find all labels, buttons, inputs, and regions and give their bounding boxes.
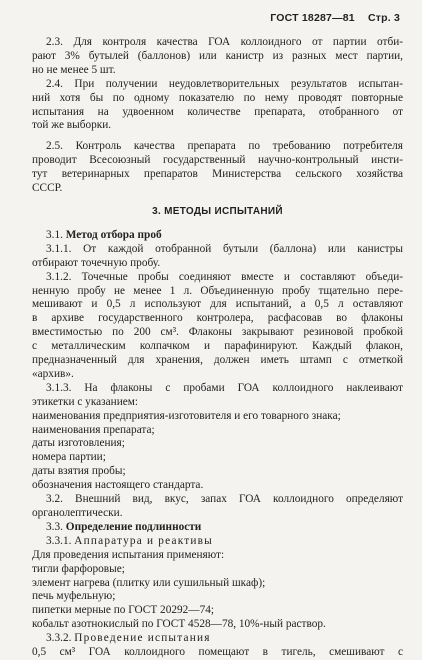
subsection-number: 3.3. <box>46 520 63 533</box>
text-line: 3.1.2. Точечные пробы соединяют вместе и составляют объеди- <box>46 270 403 283</box>
subsection-3-3-2-heading <box>32 632 403 646</box>
subsection-number: 3.1. <box>46 228 63 241</box>
text-line: 3.1.1. От каждой отобранной бутыли (баллона) или канистры <box>46 242 403 255</box>
subsection-title: Аппаратура и реактивы <box>74 534 213 547</box>
paragraph-3-1-3 <box>32 382 403 410</box>
subsection-3-3-1-heading <box>32 535 403 549</box>
subsection-title: Определение подлинности <box>65 520 202 533</box>
text-line: 3.2. Внешний вид, вкус, запах ГОА коллоидного определяют <box>46 493 403 506</box>
page-number: Стр. 3 <box>367 12 400 24</box>
text-line: СССР. <box>32 182 63 195</box>
list-item: наименования препарата; <box>32 423 155 436</box>
text-line: 2.5. Контроль качества препарата по требованию потребителя <box>46 140 403 153</box>
section-heading: 3. МЕТОДЫ ИСПЫТАНИЙ <box>152 205 283 217</box>
text-line: вместимостью по 200 см³. Флаконы закрывают резиновой пробкой <box>32 326 403 339</box>
paragraph-3-3-2: 0,5 см³ ГОА коллоидного помещают в тигель, смешивают с <box>32 646 403 659</box>
paragraph-3-2 <box>32 493 403 521</box>
text-line: с металлическим колпачком и парафинируют. Каждый флакон, <box>32 340 403 353</box>
text-line: мешивают и 0,5 л используют для испытаний, а 0,5 л оставляют <box>32 298 403 311</box>
subsection-3-1-heading <box>32 229 403 243</box>
text-line: той же выборки. <box>32 119 112 132</box>
list-item: даты изготовления; <box>32 437 125 450</box>
subsection-number: 3.3.2. <box>46 632 72 645</box>
text-line: 2.3. Для контроля качества ГОА коллоидного от партии отби- <box>46 36 403 48</box>
subsection-3-3-heading <box>32 521 403 535</box>
list-item: кобальт азотнокислый по ГОСТ 4528—78, 10%-ный раствор. <box>32 618 326 631</box>
text-line: ненную пробу не менее 1 л. Объединенную пробу тщательно пере- <box>32 284 403 297</box>
list-item: даты взятия пробы; <box>32 465 126 478</box>
text-line: проводит Всесоюзный государственный научно-контрольный инсти- <box>32 154 403 167</box>
paragraph-2-5 <box>32 140 403 196</box>
text-line: рают 3% бутылей (баллонов) или канистр из разных мест партии, <box>32 49 403 62</box>
text-line: ний хотя бы по одному показателю по нему проводят повторные <box>32 91 403 104</box>
text-line: 2.4. При получении неудовлетворительных результатов испытан- <box>46 77 403 90</box>
list-item: обозначения настоящего стандарта. <box>32 479 204 492</box>
text-line: но не менее 5 шт. <box>32 63 116 76</box>
text-line: предназначенный для хранения, должен иметь штамп с отметкой <box>32 354 403 367</box>
list-item: пипетки мерные по ГОСТ 20292—74; <box>32 604 215 617</box>
standard-number: ГОСТ 18287—81 <box>270 12 355 24</box>
paragraph-2-4 <box>32 78 403 134</box>
list-item: элемент нагрева (плитку или сушильный шкаф); <box>32 576 266 589</box>
paragraph-3-1-2 <box>32 271 403 382</box>
text-line: органолептически. <box>32 507 123 519</box>
text-line: испытания на удвоенном количестве препарата, отобранного от <box>32 105 403 118</box>
label-items-list <box>32 410 403 493</box>
apparatus-list <box>32 563 403 633</box>
text-line: в архиве государственного контролера, расфасовав во флаконы <box>32 312 403 325</box>
text-line: тут ветеринарных препаратов Министерства сельского хозяйства <box>32 168 403 181</box>
apparatus-intro: Для проведения испытания применяют: <box>32 548 225 561</box>
text-line: 3.1.3. На флаконы с пробами ГОА коллоидного наклеивают <box>46 381 403 394</box>
text-line: «архив». <box>32 367 74 380</box>
list-item: номера партии; <box>32 451 106 464</box>
paragraph-2-3 <box>32 36 403 78</box>
subsection-number: 3.3.1. <box>46 534 72 547</box>
text-line: этикетки с указанием: <box>32 395 139 408</box>
paragraph-3-1-1 <box>32 243 403 271</box>
list-item: наименования предприятия-изготовителя и его товарного знака; <box>32 409 341 422</box>
subsection-title: Метод отбора проб <box>65 228 162 241</box>
list-item: печь муфельную; <box>32 590 116 603</box>
page-body <box>32 36 403 660</box>
page-header <box>260 12 400 24</box>
subsection-title: Проведение испытания <box>74 632 211 645</box>
list-item: тигли фарфоровые; <box>32 562 125 575</box>
text-line: отбирают точечную пробу. <box>32 256 161 269</box>
